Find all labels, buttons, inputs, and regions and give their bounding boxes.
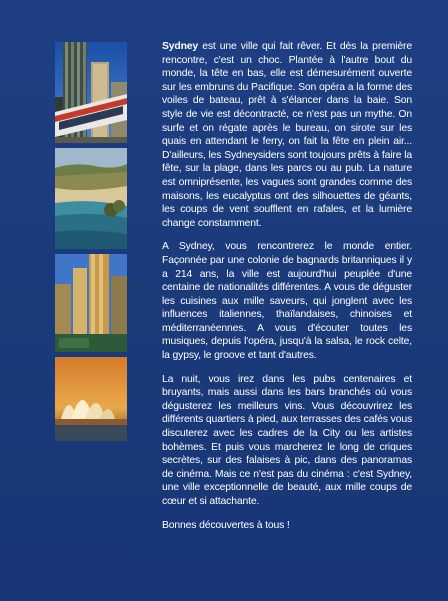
intro-text: est une ville qui fait rêver. Et dès la première rencontre, c'est un choc. Plantée à l'autre bout du monde, la tête en bas, elle est démesurément ouverte sur les embruns du Pacifique. Son opéra a la forme des voiles de bateau, prêt à s'élancer dans la baie. Son style de vie est décontracté, ce n'est pas un mythe. On surfe et on régate après le bureau, on sirote sur les quais en attendant le ferry, on fait la fête en plein air... D'ailleurs, les Sydneysiders sont toujours prêts à faire la fête, sur la plage, dans les parcs ou au pub. La nature est omniprésente, les vagues sont grandes comme des maisons, les eucalyptus ont des silhouettes de géants, les coups de vent soufflent en rafales, et la lumière change constamment. [162,41,412,229]
paragraph-night: La nuit, vous irez dans les pubs centenaires et bruyants, mais aussi dans les bars branchés où vous dégusterez les meilleurs vins. Vous découvrirez les différents quartiers à pied, aux terrasses des cafés vous discuterez avec les cadres de la City ou les artistes bohèmes. Et puis vous marcherez le long de criques secrètes, sur des falaises à pic, dans des panoramas de cinéma. Mais ce n'est pas du cinéma : c'est Sydney, une ville exceptionnelle de beauté, aux mille coups de cœur et si attachante. [162,373,412,507]
monorail-towers-photo [55,42,127,143]
city-skyscrapers-photo [55,254,127,352]
brand-name: Sydney [162,41,199,52]
paragraph-world: A Sydney, vous rencontrerez le monde entier. Façonnée par une colonie de bagnards britanniques il y a 214 ans, la ville est aujourd'hui peuplée d'une centaine de nationalités différentes. A vous de déguster les cuisines aux mille saveurs, qui jonglent avec les influences italiennes, thaïlandaises, chinoises et méditerranéennes. A vous d'écouter toutes les musiques, depuis l'opéra, jusqu'à la salsa, le rock celte, la gypsy, le groove et tant d'autres. [162,241,412,362]
beach-cove-photo [55,148,127,249]
opera-house-photo [55,357,127,441]
photo-strip [55,42,127,441]
closing-line: Bonnes découvertes à tous ! [162,519,290,531]
article-text [162,40,412,532]
intro-paragraph [162,40,412,230]
